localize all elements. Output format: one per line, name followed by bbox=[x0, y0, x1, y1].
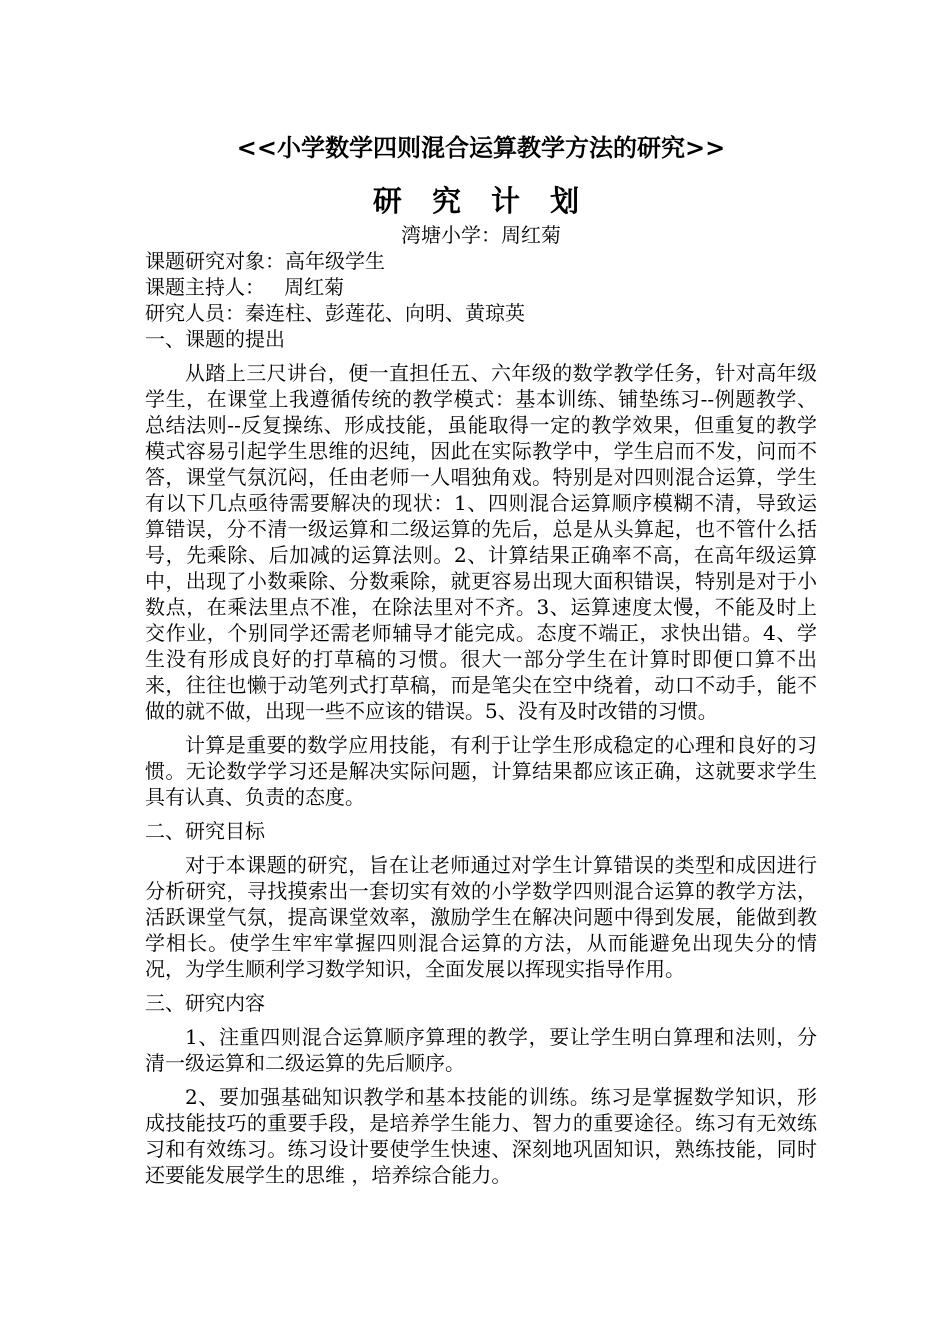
section-heading-1: 一、课题的提出 bbox=[145, 327, 285, 351]
document-page bbox=[145, 128, 817, 1188]
section1-paragraph-2: 计算是重要的数学应用技能，有利于让学生形成稳定的心理和良好的习惯。无论数学学习还是解决实际问题，计算结果都应该正确，这就要求学生具有认真、负责的态度。 bbox=[145, 733, 817, 809]
section1-paragraph-1: 从踏上三尺讲台，便一直担任五、六年级的数学教学任务，针对高年级学生，在课堂上我遵循传统的教学模式：基本训练、铺垫练习--例题教学、总结法则--反复操练、形成技能，虽能取得一定的教学效果，但重复的教学模式容易引起学生思维的迟纯，因此在实际教学中，学生启而不发，问而不答，课堂气氛沉闷，任由老师一人唱独角戏。特别是对四则混合运算，学生有以下几点亟待需要解决的现状：1、四则混合运算顺序模糊不清，导致运算错误，分不清一级运算和二级运算的先后，总是从头算起，也不管什么括号，先乘除、后加减的运算法则。2、计算结果正确率不高，在高年级运算中，出现了小数乘除、分数乘除，就更容易出现大面积错误，特别是对于小数点，在乘法里点不准，在除法里对不齐。3、运算速度太慢，不能及时上交作业，个别同学还需老师辅导才能完成。态度不端正，求快出错。4、学生没有形成良好的打草稿的习惯。很大一部分学生在计算时即便口算不出来，往往也懒于动笔列式打草稿，而是笔尖在空中绕着，动口不动手，能不做的就不做，出现一些不应该的错误。5、没有及时改错的习惯。 bbox=[145, 361, 817, 723]
research-members: 研究人员：秦连柱、彭莲花、向明、黄琼英 bbox=[145, 301, 525, 325]
section3-paragraph-1: 1、注重四则混合运算顺序算理的教学，要让学生明白算理和法则，分清一级运算和二级运算的先后顺序。 bbox=[145, 1025, 817, 1075]
section2-paragraph-1: 对于本课题的研究，旨在让老师通过对学生计算错误的类型和成因进行分析研究，寻找摸索出一套切实有效的小学数学四则混合运算的教学方法，活跃课堂气氛，提高课堂效率，激励学生在解决问题中得到发展，能做到教学相长。使学生牢牢掌握四则混合运算的方法，从而能避免出现失分的情况，为学生顺利学习数学知识，全面发展以挥现实指导作用。 bbox=[145, 853, 817, 981]
document-title: <<小学数学四则混合运算教学方法的研究>> bbox=[236, 133, 726, 162]
section3-paragraph-2: 2、要加强基础知识教学和基本技能的训练。练习是掌握数学知识，形成技能技巧的重要手段，是培养学生能力、智力的重要途径。练习有无效练习和有效练习。练习设计要使学生快速、深刻地巩固知识，熟练技能，同时还要能发展学生的思维 ，培养综合能力。 bbox=[145, 1085, 817, 1187]
project-host: 课题主持人： 周红菊 bbox=[145, 275, 345, 299]
section-heading-2: 二、研究目标 bbox=[145, 819, 265, 843]
section-heading-3: 三、研究内容 bbox=[145, 991, 265, 1015]
research-subject: 课题研究对象：高年级学生 bbox=[145, 249, 385, 273]
school-author: 湾塘小学：周红菊 bbox=[401, 223, 561, 247]
document-subtitle: 研 究 计 划 bbox=[372, 184, 590, 218]
